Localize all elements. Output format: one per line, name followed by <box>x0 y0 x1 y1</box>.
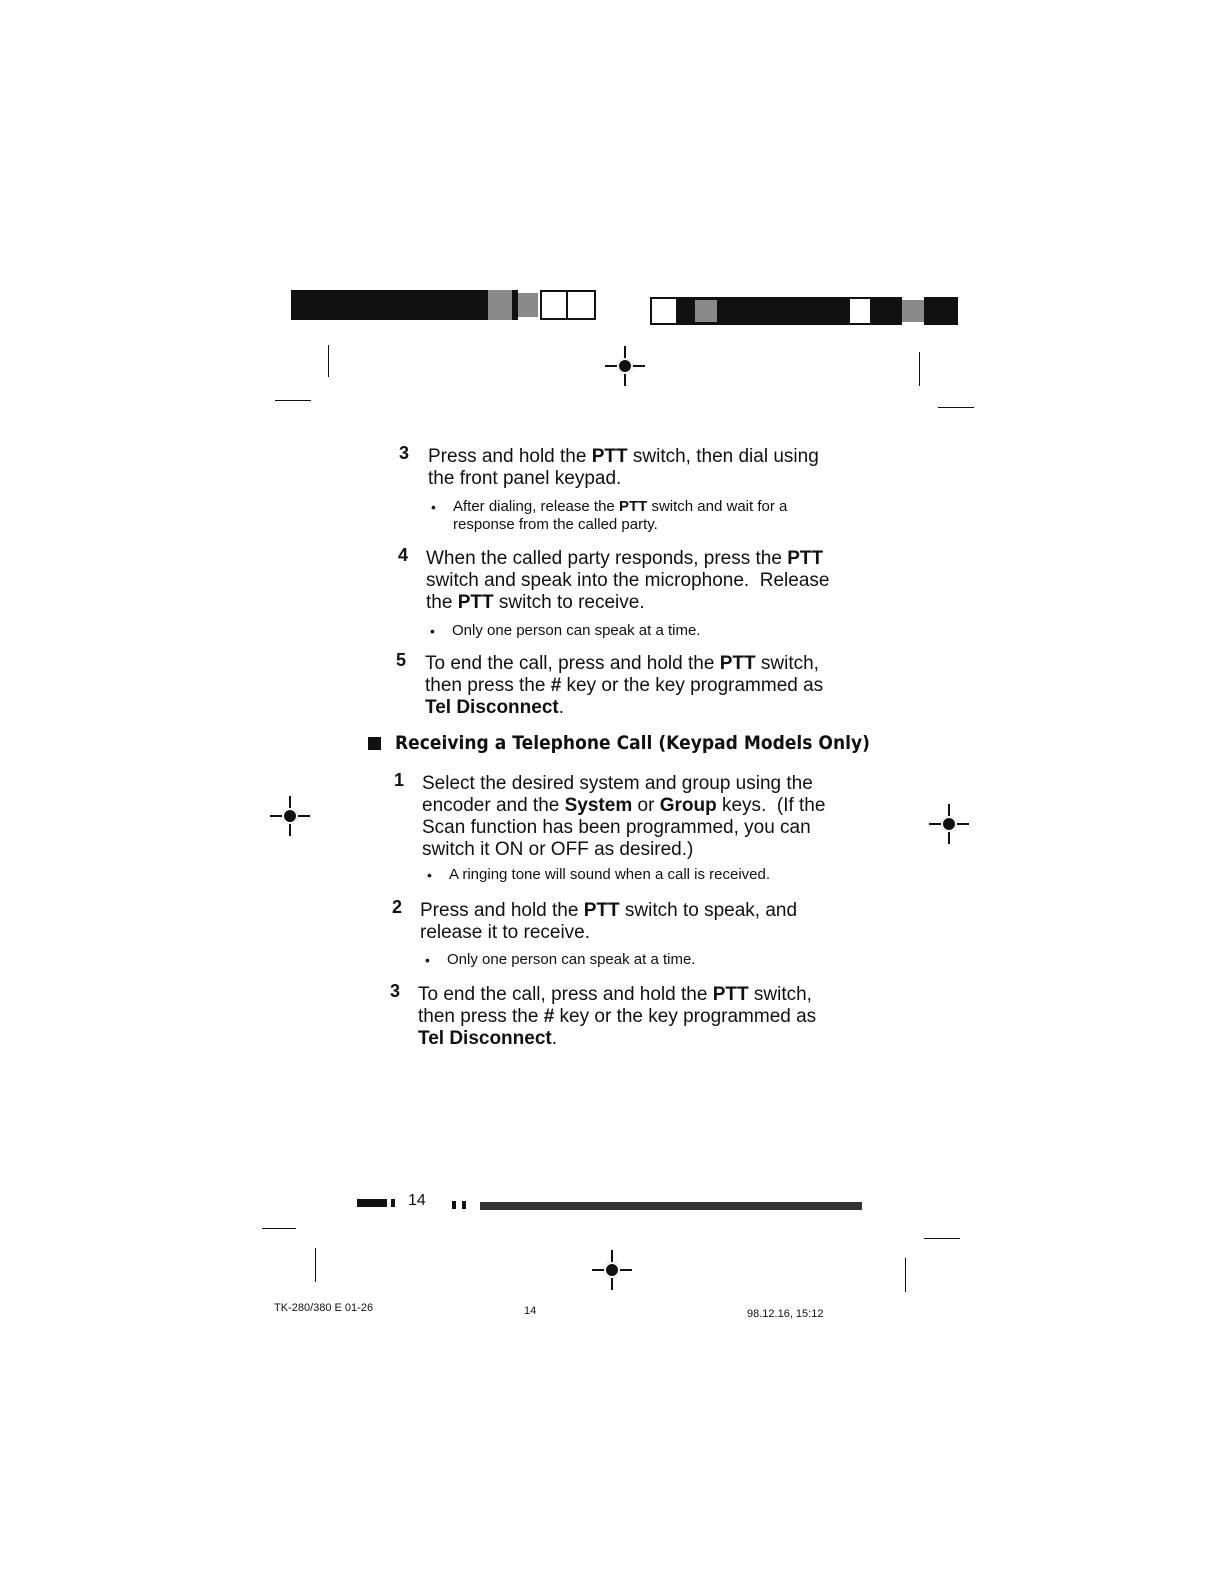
step-line: To end the call, press and hold the PTT switch, <box>418 984 812 1005</box>
step-line: When the called party responds, press the PTT <box>426 548 824 569</box>
footer-doc-id: TK-280/380 E 01-26 <box>274 1302 374 1314</box>
step-number: 1 <box>394 770 405 790</box>
step-number: 4 <box>398 545 409 565</box>
step-number: 3 <box>399 443 410 463</box>
registration-mark-icon <box>592 1250 632 1290</box>
step-number: 3 <box>390 981 401 1001</box>
step-line: release it to receive. <box>420 922 591 943</box>
bullet-line: response from the called party. <box>453 516 658 533</box>
registration-mark-icon <box>605 346 645 386</box>
step-line: then press the # key or the key programmed as <box>418 1006 817 1027</box>
bullet-line: Only one person can speak at a time. <box>452 622 701 639</box>
step-number: 5 <box>396 650 407 670</box>
bullet-icon: • <box>430 623 435 639</box>
step-line: Tel Disconnect. <box>418 1028 558 1049</box>
footer-timestamp: 98.12.16, 15:12 <box>747 1308 824 1320</box>
bullet-line: After dialing, release the PTT switch and wait for a <box>453 498 788 515</box>
step-line: Scan function has been programmed, you can <box>422 817 811 838</box>
page-number: 14 <box>408 1192 426 1209</box>
step-line: Select the desired system and group using the <box>422 773 813 794</box>
step-line: Tel Disconnect. <box>425 697 565 718</box>
section-title: Receiving a Telephone Call (Keypad Models Only) <box>395 732 870 754</box>
step-line: Press and hold the PTT switch, then dial using <box>428 446 819 467</box>
step-line: then press the # key or the key programmed as <box>425 675 824 696</box>
step-line: Press and hold the PTT switch to speak, and <box>420 900 798 921</box>
registration-mark-icon <box>270 796 310 836</box>
step-line: encoder and the System or Group keys. (If the <box>422 795 826 816</box>
bullet-icon: • <box>427 867 432 883</box>
step-line: switch and speak into the microphone. Release <box>426 570 830 591</box>
footer-page: 14 <box>524 1305 537 1317</box>
square-bullet-icon <box>368 737 381 750</box>
bullet-line: A ringing tone will sound when a call is received. <box>449 866 771 883</box>
bullet-icon: • <box>425 952 430 968</box>
step-line: switch it ON or OFF as desired.) <box>422 839 694 860</box>
registration-mark-icon <box>929 804 969 844</box>
step-line: To end the call, press and hold the PTT switch, <box>425 653 819 674</box>
step-line: the front panel keypad. <box>428 468 622 489</box>
bullet-icon: • <box>431 499 436 515</box>
step-number: 2 <box>392 897 403 917</box>
step-line: the PTT switch to receive. <box>426 592 645 613</box>
bullet-line: Only one person can speak at a time. <box>447 951 696 968</box>
